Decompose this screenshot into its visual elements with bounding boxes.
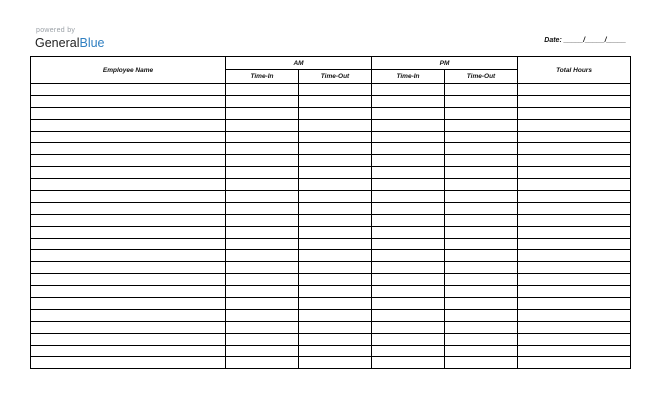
total-hours-cell[interactable] [518,321,631,333]
pm-time-in-cell[interactable] [372,274,445,286]
am-time-in-cell[interactable] [226,95,299,107]
am-time-out-cell[interactable] [299,167,372,179]
am-time-out-cell[interactable] [299,107,372,119]
employee-name-cell[interactable] [31,262,226,274]
am-time-in-cell[interactable] [226,119,299,131]
brand-name [35,36,105,50]
pm-time-in-cell[interactable] [372,191,445,203]
pm-time-out-cell[interactable] [445,155,518,167]
employee-name-cell[interactable] [31,191,226,203]
total-hours-cell[interactable] [518,167,631,179]
pm-time-in-cell[interactable] [372,107,445,119]
pm-time-out-cell[interactable] [445,107,518,119]
am-time-out-cell[interactable] [299,250,372,262]
am-time-out-cell[interactable] [299,333,372,345]
am-time-in-cell[interactable] [226,226,299,238]
am-time-out-cell[interactable] [299,214,372,226]
table-row [31,202,631,214]
pm-time-in-cell[interactable] [372,309,445,321]
total-hours-cell[interactable] [518,298,631,310]
employee-name-cell[interactable] [31,119,226,131]
am-time-out-cell[interactable] [299,238,372,250]
pm-time-in-cell[interactable] [372,84,445,96]
table-row [31,191,631,203]
am-time-out-cell[interactable] [299,179,372,191]
employee-name-cell[interactable] [31,286,226,298]
am-time-out-cell[interactable] [299,191,372,203]
employee-name-cell[interactable] [31,309,226,321]
employee-name-cell[interactable] [31,357,226,369]
am-time-out-cell[interactable] [299,262,372,274]
employee-name-cell[interactable] [31,321,226,333]
total-hours-cell[interactable] [518,333,631,345]
pm-time-in-cell[interactable] [372,167,445,179]
pm-time-out-cell[interactable] [445,238,518,250]
table-row [31,286,631,298]
brand-name-blue: Blue [79,36,105,50]
pm-time-in-cell[interactable] [372,357,445,369]
table-row [31,309,631,321]
powered-by-text: powered by [36,27,76,34]
total-hours-cell[interactable] [518,131,631,143]
table-row [31,333,631,345]
table-row [31,214,631,226]
pm-time-in-cell[interactable] [372,262,445,274]
timesheet-table [30,56,631,369]
table-row [31,131,631,143]
header-row-top [31,57,631,70]
am-time-in-cell[interactable] [226,107,299,119]
employee-name-cell[interactable] [31,274,226,286]
am-time-in-cell[interactable] [226,191,299,203]
pm-time-out-cell[interactable] [445,214,518,226]
pm-time-out-cell[interactable] [445,84,518,96]
employee-name-cell[interactable] [31,143,226,155]
am-time-in-cell[interactable] [226,84,299,96]
table-row [31,274,631,286]
am-time-in-cell[interactable] [226,345,299,357]
am-time-in-cell[interactable] [226,131,299,143]
table-row [31,321,631,333]
table-row [31,143,631,155]
pm-time-in-cell[interactable] [372,179,445,191]
pm-time-out-cell[interactable] [445,131,518,143]
total-hours-cell[interactable] [518,191,631,203]
employee-name-cell[interactable] [31,155,226,167]
pm-time-in-cell[interactable] [372,95,445,107]
table-row [31,250,631,262]
am-time-out-cell[interactable] [299,345,372,357]
total-hours-cell[interactable] [518,95,631,107]
pm-time-in-cell[interactable] [372,214,445,226]
am-time-in-header: Time-In [226,70,299,84]
pm-time-out-cell[interactable] [445,167,518,179]
table-row [31,357,631,369]
am-time-in-cell[interactable] [226,298,299,310]
employee-name-cell[interactable] [31,298,226,310]
table-row [31,238,631,250]
total-hours-cell[interactable] [518,309,631,321]
pm-time-in-cell[interactable] [372,321,445,333]
pm-time-out-cell[interactable] [445,191,518,203]
pm-time-in-cell[interactable] [372,298,445,310]
pm-time-out-cell[interactable] [445,274,518,286]
am-time-out-cell[interactable] [299,84,372,96]
employee-name-header: Employee Name [31,57,226,84]
total-hours-header: Total Hours [518,57,631,84]
am-time-out-cell[interactable] [299,131,372,143]
employee-name-cell[interactable] [31,95,226,107]
pm-time-out-cell[interactable] [445,250,518,262]
total-hours-cell[interactable] [518,202,631,214]
total-hours-cell[interactable] [518,238,631,250]
pm-time-out-cell[interactable] [445,226,518,238]
total-hours-cell[interactable] [518,345,631,357]
am-time-in-cell[interactable] [226,167,299,179]
pm-time-out-cell[interactable] [445,143,518,155]
table-row [31,262,631,274]
employee-name-cell[interactable] [31,250,226,262]
pm-time-in-cell[interactable] [372,238,445,250]
am-time-in-cell[interactable] [226,321,299,333]
table-row [31,167,631,179]
pm-time-in-cell[interactable] [372,119,445,131]
am-time-out-cell[interactable] [299,357,372,369]
total-hours-cell[interactable] [518,214,631,226]
am-time-in-cell[interactable] [226,155,299,167]
pm-time-out-header: Time-Out [445,70,518,84]
employee-name-cell[interactable] [31,202,226,214]
pm-time-out-cell[interactable] [445,286,518,298]
am-time-out-cell[interactable] [299,309,372,321]
pm-time-in-cell[interactable] [372,250,445,262]
employee-name-cell[interactable] [31,179,226,191]
pm-time-out-cell[interactable] [445,262,518,274]
table-row [31,179,631,191]
total-hours-cell[interactable] [518,250,631,262]
am-time-out-cell[interactable] [299,119,372,131]
pm-time-in-cell[interactable] [372,143,445,155]
total-hours-cell[interactable] [518,179,631,191]
am-time-in-cell[interactable] [226,309,299,321]
am-time-in-cell[interactable] [226,238,299,250]
pm-time-out-cell[interactable] [445,119,518,131]
total-hours-cell[interactable] [518,226,631,238]
am-time-out-cell[interactable] [299,202,372,214]
am-time-out-cell[interactable] [299,274,372,286]
am-time-in-cell[interactable] [226,250,299,262]
pm-time-out-cell[interactable] [445,95,518,107]
table-row [31,155,631,167]
am-time-out-cell[interactable] [299,226,372,238]
am-time-in-cell[interactable] [226,202,299,214]
pm-time-out-cell[interactable] [445,333,518,345]
pm-time-in-cell[interactable] [372,286,445,298]
brand-logo [35,27,105,50]
employee-name-cell[interactable] [31,131,226,143]
pm-time-out-cell[interactable] [445,321,518,333]
am-time-out-header: Time-Out [299,70,372,84]
am-time-in-cell[interactable] [226,179,299,191]
total-hours-cell[interactable] [518,286,631,298]
pm-time-in-cell[interactable] [372,333,445,345]
pm-time-in-cell[interactable] [372,155,445,167]
employee-name-cell[interactable] [31,238,226,250]
pm-time-out-cell[interactable] [445,345,518,357]
pm-time-in-cell[interactable] [372,131,445,143]
total-hours-cell[interactable] [518,274,631,286]
total-hours-cell[interactable] [518,155,631,167]
am-time-out-cell[interactable] [299,286,372,298]
pm-time-out-cell[interactable] [445,309,518,321]
table-row [31,298,631,310]
am-time-in-cell[interactable] [226,214,299,226]
pm-header: PM [372,57,518,70]
table-row [31,226,631,238]
am-time-out-cell[interactable] [299,321,372,333]
employee-name-cell[interactable] [31,167,226,179]
am-time-in-cell[interactable] [226,274,299,286]
pm-time-out-cell[interactable] [445,357,518,369]
am-time-out-cell[interactable] [299,298,372,310]
pm-time-out-cell[interactable] [445,298,518,310]
am-header: AM [226,57,372,70]
am-time-in-cell[interactable] [226,286,299,298]
am-time-out-cell[interactable] [299,143,372,155]
employee-name-cell[interactable] [31,84,226,96]
pm-time-out-cell[interactable] [445,179,518,191]
am-time-in-cell[interactable] [226,262,299,274]
employee-name-cell[interactable] [31,333,226,345]
table-row [31,107,631,119]
total-hours-cell[interactable] [518,357,631,369]
timesheet-body [31,84,631,369]
employee-name-cell[interactable] [31,226,226,238]
am-time-in-cell[interactable] [226,143,299,155]
pm-time-in-cell[interactable] [372,226,445,238]
brand-name-general: General [35,36,80,50]
pm-time-out-cell[interactable] [445,202,518,214]
total-hours-cell[interactable] [518,119,631,131]
table-row [31,84,631,96]
am-time-in-cell[interactable] [226,333,299,345]
total-hours-cell[interactable] [518,262,631,274]
total-hours-cell[interactable] [518,84,631,96]
total-hours-cell[interactable] [518,143,631,155]
date-field[interactable]: Date: _____/_____/_____ [544,37,626,44]
pm-time-in-header: Time-In [372,70,445,84]
am-time-in-cell[interactable] [226,357,299,369]
table-row [31,119,631,131]
am-time-out-cell[interactable] [299,95,372,107]
employee-name-cell[interactable] [31,345,226,357]
total-hours-cell[interactable] [518,107,631,119]
table-row [31,95,631,107]
employee-name-cell[interactable] [31,214,226,226]
am-time-out-cell[interactable] [299,155,372,167]
employee-name-cell[interactable] [31,107,226,119]
table-row [31,345,631,357]
pm-time-in-cell[interactable] [372,202,445,214]
pm-time-in-cell[interactable] [372,345,445,357]
